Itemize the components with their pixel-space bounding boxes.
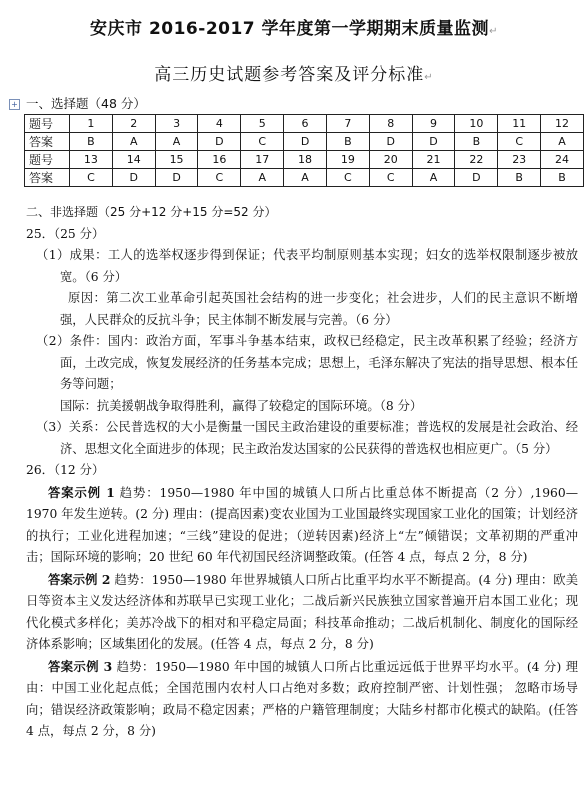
paragraph-mark: ↵ (489, 26, 498, 37)
table-cell: A (241, 169, 284, 187)
table-cell: D (112, 169, 155, 187)
table-cell: 19 (326, 151, 369, 169)
row-label: 答案 (25, 169, 70, 187)
q25-part2: （2）条件：国内：政治方面，军事斗争基本结束，政权已经稳定，民主改革积累了经验；经济方面，土改完成，恢复发展经济的任务基本完成；思想上，毛泽东解决了宪法的指导思想、根本任务等问题； (36, 334, 578, 391)
document-title-text: 安庆市 2016-2017 学年度第一学期期末质量监测 (90, 19, 490, 39)
table-cell: C (241, 133, 284, 151)
table-cell: C (369, 169, 412, 187)
q26-example2 (26, 569, 578, 656)
row-label: 题号 (25, 151, 70, 169)
table-cell: D (412, 133, 455, 151)
document-title (0, 14, 588, 39)
table-cell: C (498, 133, 541, 151)
table-cell: C (198, 169, 241, 187)
table-cell: A (284, 169, 327, 187)
table-cell: 17 (241, 151, 284, 169)
table-cell: 1 (70, 115, 113, 133)
q25-part3: （3）关系：公民普选权的大小是衡量一国民主政治建设的重要标准；普选权的发展是社会政治、经济、思想文化全面进步的体现；民主政治发达国家的公民获得的普选权也相应更广。（5 分） (36, 420, 578, 456)
table-move-handle-icon[interactable]: + (9, 99, 20, 110)
q25-part2-international: 国际：抗美援朝战争取得胜利，赢得了较稳定的国际环境。（8 分） (60, 398, 423, 413)
example-text: 趋势：1950—1980 年世界城镇人口所占比重平均水平不断提高。(4 分) 理由：欧美日等资本主义发达经济体和苏联早已实现工业化；二战后新兴民族独立国家普遍开启本国工业化；现代化模式多样化；美苏冷战下的相对和平稳定局面；科技革命推动；二战后机制化、制度化的国际经济体系影响；区域集团化的发展。(任答 4 点，每点 2 分，8 分) (26, 572, 578, 651)
paragraph-mark: ↵ (424, 72, 434, 83)
table-cell: B (455, 133, 498, 151)
table-cell: 4 (198, 115, 241, 133)
table-cell: D (284, 133, 327, 151)
table-cell: 24 (541, 151, 584, 169)
table-cell: 14 (112, 151, 155, 169)
q26-example1 (26, 482, 578, 569)
example-text: 趋势：1950—1980 年中国的城镇人口所占比重总体不断提高（2 分）,1960—1970 年发生逆转。(2 分) 理由：(提高因素)变农业国为工业国最终实现国家工业化的国策；计划经济的执行；工业化进程加速；“三线”建设的促进；（逆转因素)经济上“左”倾错误；文革初期的严重冲击；国际环境的影响；20 世纪 60 年代初国民经济调整政策。(任答 4 点，每点 2 分，8 分) (26, 485, 578, 564)
table-cell: 10 (455, 115, 498, 133)
q26-label: 26．（12 分） (26, 463, 105, 477)
table-cell: B (326, 133, 369, 151)
table-row (25, 133, 584, 151)
table-cell: 7 (326, 115, 369, 133)
table-cell: C (326, 169, 369, 187)
table-cell: 12 (541, 115, 584, 133)
table-cell: 23 (498, 151, 541, 169)
table-cell: D (369, 133, 412, 151)
table-cell: 9 (412, 115, 455, 133)
q25-part1: （1）成果：工人的选举权逐步得到保证；代表平均制原则基本实现；妇女的选举权限制逐步被放宽。（6 分） (36, 248, 578, 284)
table-row (25, 115, 584, 133)
table-cell: A (541, 133, 584, 151)
table-cell: 13 (70, 151, 113, 169)
table-cell: 16 (198, 151, 241, 169)
row-label: 题号 (25, 115, 70, 133)
answer-body (26, 202, 578, 743)
table-cell: A (112, 133, 155, 151)
table-row (25, 169, 584, 187)
table-cell: D (198, 133, 241, 151)
document-subtitle-text: 高三历史试题参考答案及评分标准 (154, 65, 425, 85)
example-label: 答案示例 2 (48, 571, 111, 587)
q26-example3 (26, 656, 578, 743)
row-label: 答案 (25, 133, 70, 151)
q25-label: 25．（25 分） (26, 226, 105, 241)
answer-table (24, 114, 584, 187)
table-cell: C (70, 169, 113, 187)
section2-heading: 二、非选择题（25 分+12 分+15 分=52 分） (26, 205, 277, 219)
table-cell: 15 (155, 151, 198, 169)
table-cell: B (541, 169, 584, 187)
table-cell: 5 (241, 115, 284, 133)
table-cell: A (412, 169, 455, 187)
document-subtitle (0, 60, 588, 85)
table-cell: 6 (284, 115, 327, 133)
table-cell: 22 (455, 151, 498, 169)
example-text: 趋势：1950—1980 年中国的城镇人口所占比重远远低于世界平均水平。(4 分) 理由：中国工业化起点低；全国范围内农村人口占绝对多数；政府控制严密、计划性强； 忽略市场导向；错误经济政策影响；政局不稳定因素；严格的户籍管理制度；大陆乡村都市化模式的缺陷。(任答 4 点，每点 2 分，8 分) (26, 659, 578, 738)
example-label: 答案示例 1 (48, 484, 115, 500)
table-cell: 2 (112, 115, 155, 133)
q25-part1-reasons: 原因：第二次工业革命引起英国社会结构的进一步变化；社会进步，人们的民主意识不断增强，人民群众的反抗斗争；民主体制不断发展与完善。（6 分） (60, 291, 578, 327)
table-cell: 21 (412, 151, 455, 169)
table-cell: D (455, 169, 498, 187)
table-cell: 20 (369, 151, 412, 169)
table-cell: A (155, 133, 198, 151)
table-cell: D (155, 169, 198, 187)
table-cell: 3 (155, 115, 198, 133)
table-cell: 18 (284, 151, 327, 169)
table-cell: 8 (369, 115, 412, 133)
example-label: 答案示例 3 (48, 658, 113, 674)
table-cell: B (498, 169, 541, 187)
table-row (25, 151, 584, 169)
section1-heading: 一、选择题（48 分） (26, 96, 146, 111)
table-cell: B (70, 133, 113, 151)
table-cell: 11 (498, 115, 541, 133)
